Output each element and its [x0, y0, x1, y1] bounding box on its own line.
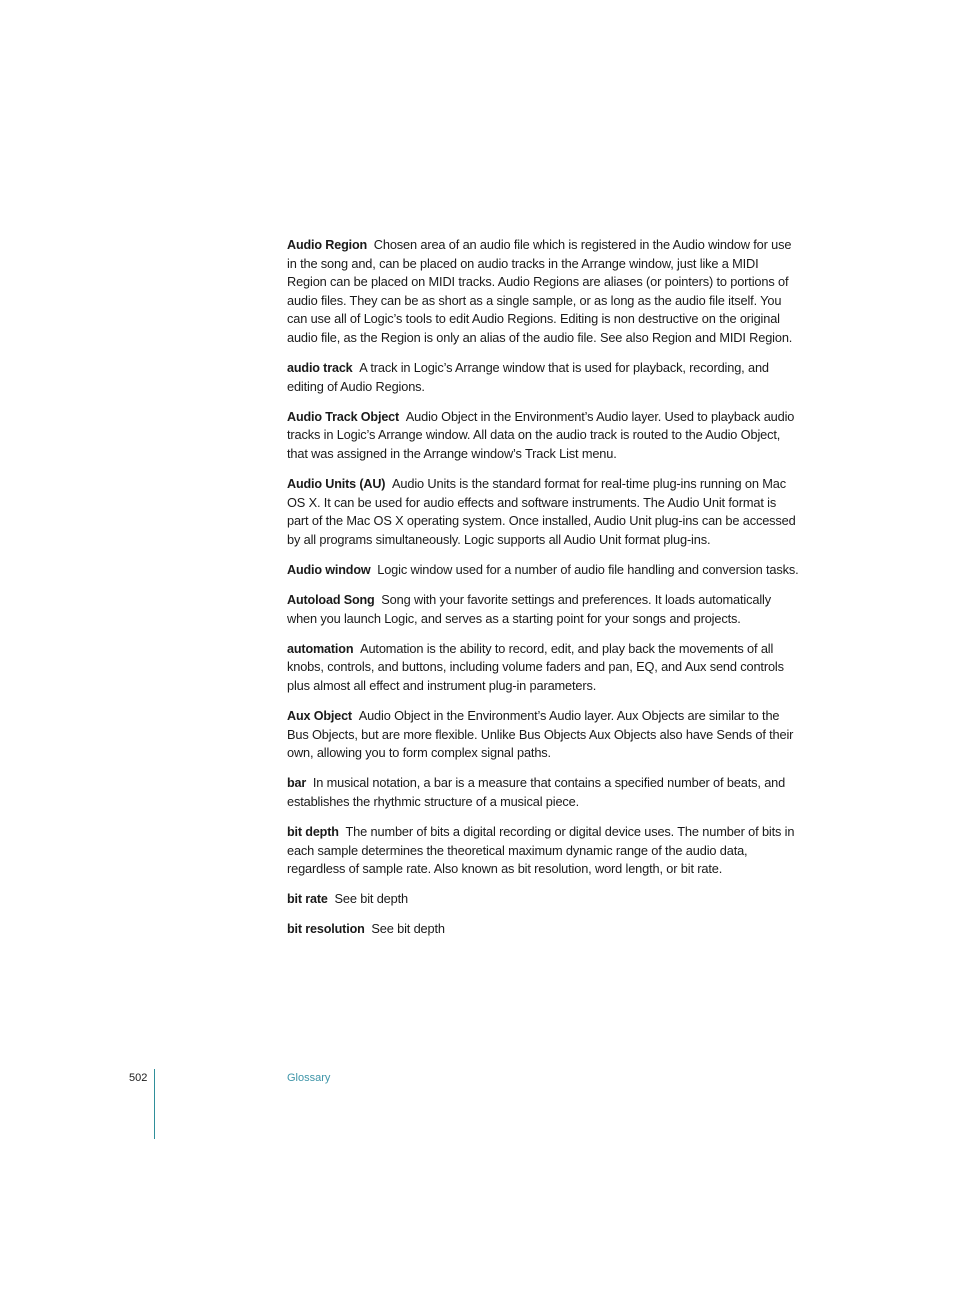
- glossary-entry-audio-region: [287, 236, 799, 348]
- glossary-term: Audio window: [287, 562, 371, 577]
- glossary-definition: Audio Object in the Environment’s Audio layer. Aux Objects are similar to the Bus Objects, but are more flexible. Unlike Bus Objects Aux Objects also have Sends of their own, allowing you to form complex signal paths.: [287, 707, 794, 761]
- glossary-entry-automation: [287, 640, 799, 696]
- glossary-term: bit resolution: [287, 922, 365, 937]
- glossary-term: Audio Track Object: [287, 409, 400, 424]
- glossary-entry-bit-resolution: [287, 920, 799, 939]
- glossary-definition: Logic window used for a number of audio file handling and conversion tasks.: [377, 561, 799, 577]
- glossary-entry-audio-track-object: [287, 408, 799, 464]
- glossary-definition: A track in Logic’s Arrange window that is used for playback, recording, and editing of Audio Regions.: [287, 360, 769, 394]
- glossary-entry-audio-track: [287, 359, 799, 396]
- glossary-term: bit rate: [287, 892, 328, 907]
- glossary-term: Audio Region: [287, 238, 368, 252]
- glossary-definition: See bit depth: [334, 891, 408, 907]
- glossary-definition: See bit depth: [371, 921, 445, 937]
- glossary-entry-audio-units: [287, 475, 799, 549]
- section-title: Glossary: [287, 1072, 331, 1084]
- glossary-definition: The number of bits a digital recording or digital device uses. The number of bits in each sample determines the theoretical maximum dynamic range of the audio data, regardless of sample rate. Also known as bit resolution, word length, or bit rate.: [287, 823, 795, 877]
- glossary-term: Audio Units (AU): [287, 477, 386, 492]
- glossary-definition: Audio Units is the standard format for real-time plug-ins running on Mac OS X. It can be used for audio effects and software instruments. The Audio Unit format is part of the Mac OS X operating system. Once installed, Audio Unit plug-ins can be accessed by all programs simultaneously. Logic supports all Audio Unit format plug-ins.: [287, 476, 796, 547]
- glossary-term: Aux Object: [287, 708, 352, 723]
- glossary-entry-bit-depth: [287, 823, 799, 879]
- page-number: 502: [129, 1072, 148, 1084]
- footer-divider: [154, 1069, 155, 1139]
- glossary-term: automation: [287, 641, 354, 656]
- glossary-entry-audio-window: [287, 561, 799, 580]
- glossary-entry-aux-object: [287, 707, 799, 763]
- glossary-term: audio track: [287, 361, 353, 376]
- glossary-definition: Automation is the ability to record, edit, and play back the movements of all knobs, controls, and buttons, including volume faders and pan, EQ, and Aux send controls plus almost all effect and instrument plug-in parameters.: [287, 640, 784, 693]
- glossary-definition: In musical notation, a bar is a measure that contains a specified number of beats, and establishes the rhythmic structure of a musical piece.: [287, 775, 786, 809]
- glossary-definition: Song with your favorite settings and preferences. It loads automatically when you launch Logic, and serves as a starting point for your songs and projects.: [287, 592, 771, 626]
- glossary-entry-autoload-song: [287, 591, 799, 628]
- glossary-term: bit depth: [287, 824, 339, 839]
- glossary-term: bar: [287, 776, 307, 791]
- glossary-entry-bit-rate: [287, 890, 799, 909]
- glossary-entry-bar: [287, 774, 799, 811]
- glossary-list: [287, 236, 799, 950]
- glossary-definition: Audio Object in the Environment’s Audio layer. Used to playback audio tracks in Logic’s Arrange window. All data on the audio track is routed to the Audio Object, that was assigned in the Arrange window’s Track List menu.: [287, 408, 795, 461]
- glossary-term: Autoload Song: [287, 593, 375, 607]
- glossary-definition: Chosen area of an audio file which is registered in the Audio window for use in the song and, can be placed on audio tracks in the Arrange window, just like a MIDI Region can be placed on MIDI tracks. Audio Regions are aliases (or pointers) to portions of audio files. They can be as short as a single sample, or as long as the audio file itself. You can use all of Logic’s tools to edit Audio Regions. Editing is non destructive on the original audio file, as the Region is only an alias of the audio file. See also Region and MIDI Region.: [287, 237, 793, 345]
